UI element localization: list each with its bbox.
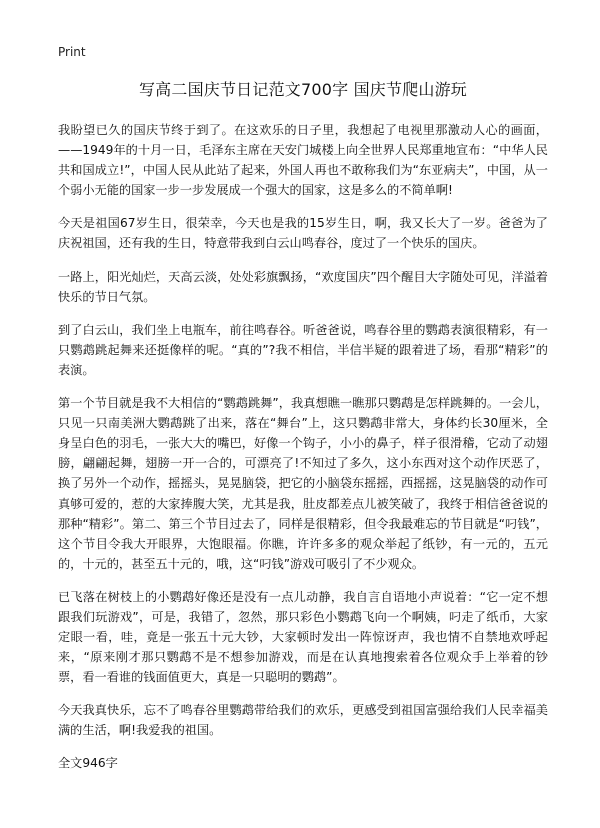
article-body [58, 120, 548, 772]
word-count: 全文946字 [58, 755, 118, 770]
article-paragraph: 今天是祖国67岁生日，很荣幸，今天也是我的15岁生日，啊，我又长大了一岁。爸爸为了庆祝祖国，还有我的生日，特意带我到白云山鸣春谷，度过了一个快乐的国庆。 [58, 216, 548, 251]
article-paragraph: 已飞落在树枝上的小鹦鹉好像还是没有一点儿动静，我自言自语地小声说着：“它一定不想跟我们玩游戏”，可是，我错了，忽然，那只彩色小鹦鹉飞向一个啊姨，叼走了纸币，大家定眼一看，哇，竟是一张五十元大钞，大家顿时发出一阵惊讶声，我也情不自禁地欢呼起来，“原来刚才那只鹦鹉不是不想参加游戏，而是在认真地搜索着各位观众手上举着的钞票，看一看谁的钱面值更大，真是一只聪明的鹦鹉”。 [58, 589, 548, 685]
article-title: 写高二国庆节日记范文700字 国庆节爬山游玩 [138, 80, 468, 99]
article-paragraph: 一路上，阳光灿烂，天高云淡，处处彩旗飘扬，“欢度国庆”四个醒目大字随处可见，洋溢着快乐的节日气氛。 [58, 269, 548, 304]
article-paragraph: 到了白云山，我们坐上电瓶车，前往鸣春谷。听爸爸说，鸣春谷里的鹦鹉表演很精彩，有一只鹦鹉跳起舞来还挺像样的呢。“真的”?我不相信，半信半疑的跟着进了场，看那“精彩”的表演。 [58, 322, 548, 377]
article-paragraph: 今天我真快乐，忘不了鸣春谷里鹦鹉带给我们的欢乐，更感受到祖国富强给我们人民幸福美满的生活，啊!我爱我的祖国。 [58, 703, 548, 738]
print-link[interactable]: Print [58, 45, 86, 59]
article-paragraph: 第一个节目就是我不大相信的“鹦鹉跳舞”，我真想瞧一瞧那只鹦鹉是怎样跳舞的。一会儿，只见一只南美洲大鹦鹉跳了出来，落在“舞台”上，这只鹦鹉非常大，身体约长30厘米，全身呈白色的羽毛，一张大大的嘴巴，好像一个钩子，小小的鼻子，样子很滑稽，它动了动翅膀，翩翩起舞，翅膀一开一合的，可漂亮了!不知过了多久，这小东西对这个动作厌恶了，换了另外一个动作，摇摇头，晃晃脑袋，把它的小脑袋东摇摇，西摇摇，这晃脑袋的动作可真够可爱的，惹的大家捧腹大笑，尤其是我，肚皮都差点儿被笑破了，我终于相信爸爸说的那种“精彩”。第二、第三个节目过去了，同样是很精彩，但令我最难忘的节目就是“叼钱”，这个节目令我大开眼界，大饱眼福。你瞧，许许多多的观众举起了纸钞，有一元的，五元的，十元的，甚至五十元的，哦，这“叼钱”游戏可吸引了不少观众。 [58, 396, 548, 571]
article-paragraph: 我盼望已久的国庆节终于到了。在这欢乐的日子里，我想起了电视里那激动人心的画面，——1949年的十月一日，毛泽东主席在天安门城楼上向全世界人民郑重地宣布：“中华人民共和国成立!”，中国人民从此站了起来，外国人再也不敢称我们为“东亚病夫”，中国，从一个弱小无能的国家一步一步发展成一个强大的国家，这是多么的不简单啊! [58, 123, 548, 198]
